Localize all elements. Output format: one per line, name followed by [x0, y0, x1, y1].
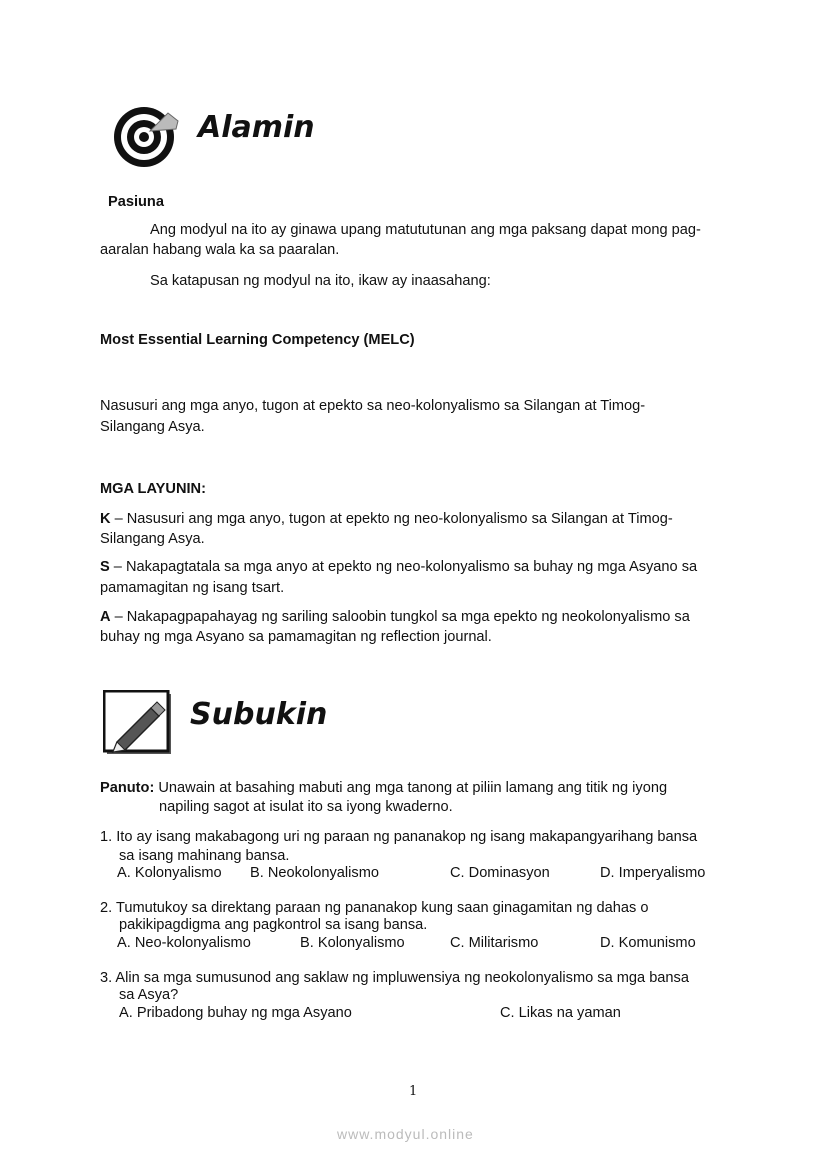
s-label: S: [100, 559, 110, 575]
k-text: – Nasusuri ang mga anyo, tugon at epekto ng neo-kolonyalismo sa Silangan at Timog-: [110, 511, 673, 527]
objective-a: [100, 608, 690, 626]
alamin-heading: Alamin: [198, 110, 315, 145]
melc-heading: Most Essential Learning Competency (MELC): [100, 332, 415, 348]
question-3: 3. Alin sa mga sumusunod ang saklaw ng impluwensiya ng neokolonyalismo sa mga bansa: [100, 970, 689, 986]
intro-line: Ang modyul na ito ay ginawa upang matututunan ang mga paksang dapat mong pag-: [150, 222, 701, 238]
subukin-heading: Subukin: [190, 697, 328, 732]
option: B. Kolonyalismo: [300, 935, 405, 951]
question-1: 1. Ito ay isang makabagong uri ng paraan ng pananakop ng isang makapangyarihang bansa: [100, 829, 698, 845]
intro-line: aaralan habang wala ka sa paaralan.: [100, 242, 340, 258]
option: C. Likas na yaman: [500, 1005, 621, 1021]
panuto-cont: napiling sagot at isulat ito sa iyong kwaderno.: [159, 799, 453, 815]
panuto-label: Panuto:: [100, 780, 155, 796]
panuto: [100, 779, 667, 797]
a-label: A: [100, 609, 111, 625]
question-3-cont: sa Asya?: [119, 987, 179, 1003]
option: C. Militarismo: [450, 935, 539, 951]
panuto-text: Unawain at basahing mabuti ang mga tanong at piliin lamang ang titik ng iyong: [154, 780, 668, 796]
pencil-icon: [103, 690, 175, 758]
target-icon: [106, 103, 186, 169]
pasiuna-heading: Pasiuna: [108, 194, 164, 210]
objective-a-cont: buhay ng mga Asyano sa pamamagitan ng reflection journal.: [100, 629, 492, 645]
objective-s-cont: pamamagitan ng isang tsart.: [100, 580, 285, 596]
option: A. Neo-kolonyalismo: [117, 935, 251, 951]
k-label: K: [100, 511, 111, 527]
page-number: 1: [409, 1084, 418, 1099]
objective-k-cont: Silangang Asya.: [100, 531, 205, 547]
option: D. Komunismo: [600, 935, 696, 951]
objective-s: [100, 558, 697, 576]
option: B. Neokolonyalismo: [250, 865, 379, 881]
question-2-cont: pakikipagdigma ang pagkontrol sa isang bansa.: [119, 917, 428, 933]
option: A. Pribadong buhay ng mga Asyano: [119, 1005, 352, 1021]
question-1-cont: sa isang mahinang bansa.: [119, 848, 290, 864]
melc-text: Nasusuri ang mga anyo, tugon at epekto sa neo-kolonyalismo sa Silangan at Timog-: [100, 398, 646, 414]
s-text: – Nakapagtatala sa mga anyo at epekto ng neo-kolonyalismo sa buhay ng mga Asyano sa: [109, 559, 698, 575]
intro-line: Sa katapusan ng modyul na ito, ikaw ay inaasahang:: [150, 273, 491, 289]
question-2: 2. Tumutukoy sa direktang paraan ng pananakop kung saan ginagamitan ng dahas o: [100, 900, 649, 916]
melc-text: Silangang Asya.: [100, 419, 205, 435]
layunin-heading: MGA LAYUNIN:: [100, 481, 206, 497]
watermark: www.modyul.online: [337, 1126, 474, 1142]
option: C. Dominasyon: [450, 865, 550, 881]
option: D. Imperyalismo: [600, 865, 706, 881]
a-text: – Nakapagpapahayag ng sariling saloobin tungkol sa mga epekto ng neokolonyalismo sa: [110, 609, 690, 625]
option: A. Kolonyalismo: [117, 865, 222, 881]
objective-k: [100, 510, 673, 528]
